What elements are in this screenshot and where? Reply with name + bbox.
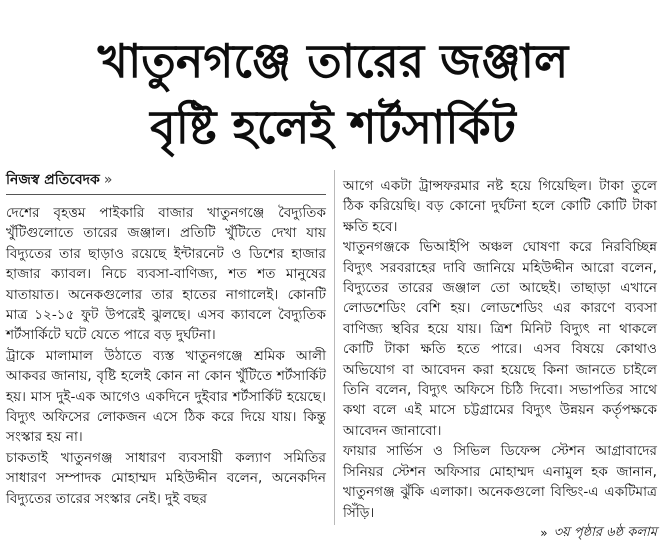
column-divider	[334, 170, 335, 525]
paragraph: দেশের বৃহত্তম পাইকারি বাজার খাতুনগঞ্জে বৈদ্যুতিক খুঁটিগুলোতে তারের জঞ্জাল। প্রতিটি খুঁটিতে দেখা যায় বিদ্যুতের তার ছাড়াও রয়েছে ইন্টারনেট ও ডিশের হাজার হাজার ক্যাবল। নিচে ব্যবসা-বাণিজ্য, শত শত মানুষের যাতায়াত। অনেকগুলোর তার হাতের নাগালেই। কোনটি মাত্র ১২-১৫ ফুট উপরেই ঝুলছে। এসব ক্যাবলে বৈদ্যুতিক শর্টসার্কিটে ঘটে যেতে পারে বড় দুর্ঘটনা।	[6, 205, 326, 344]
byline-author: নিজস্ব প্রতিবেদক	[6, 172, 100, 188]
paragraph: চাকতাই খাতুনগঞ্জ সাধারণ ব্যবসায়ী কল্যাণ সমিতির সাধারণ সম্পাদক মোহাম্মদ মহিউদ্দীন বলেন, অনেকদিন বিদ্যুতের তারের সংস্কার নেই। দুই বছর	[6, 449, 326, 507]
paragraph: খাতুনগঞ্জকে ভিআইপি অঞ্চল ঘোষণা করে নিরবিচ্ছিন্ন বিদ্যুৎ সরবরাহের দাবি জানিয়ে মহিউদ্দীন আরো বলেন, বিদ্যুতের তারের জঞ্জাল তো আছেই। তাছাড়া এখানে লোডশেডিং বেশি হয়। লোডশেডিং এর কারণে ব্যবসা বাণিজ্য স্থবির হয়ে যায়। ত্রিশ মিনিট বিদ্যুৎ না থাকলে কোটি টাকা ক্ষতি হতে পারে। এসব বিষয়ে কোথাও অভিযোগ বা আবেদন করা হয়েছে কিনা জানতে চাইলে তিনি বলেন, বিদ্যুৎ অফিসে চিঠি দিবো। সভাপতির সাথে কথা বলে এই মাসে চট্টগ্রামের বিদ্যুৎ উন্নয়ন কর্তৃপক্ষকে আবেদন জানাবো।	[343, 239, 657, 439]
byline-marker: »	[103, 172, 113, 188]
continuation-marker: »	[540, 525, 548, 540]
article-column-left	[6, 170, 326, 509]
headline	[0, 28, 666, 160]
paragraph: আগে একটা ট্রান্সফরমার নষ্ট হয়ে গিয়েছিল। টাকা তুলে ঠিক করিয়েছি। বড় কোনো দুর্ঘটনা হলে কোটি কোটি টাকা ক্ষতি হবে।	[343, 178, 657, 235]
headline-line-2: বৃষ্টি হলেই শর্টসার্কিট	[150, 100, 516, 154]
continuation-text: ৩য় পৃষ্ঠার ৬ষ্ঠ কলাম	[553, 524, 657, 540]
byline	[6, 170, 326, 190]
article-column-right	[343, 176, 657, 543]
paragraph: ফায়ার সার্ভিস ও সিভিল ডিফেন্স স্টেশন আগ্রাবাদের সিনিয়র স্টেশন অফিসার মোহাম্মদ এনামুল হক জানান, খাতুনগঞ্জ ঝুঁকি এলাকা। অনেকগুলো বিল্ডিং-এ একটিমাত্র সিঁড়ি।	[343, 443, 657, 521]
paragraph: ট্রাকে মালামাল উঠাতে ব্যস্ত খাতুনগঞ্জে শ্রমিক আলী আকবর জানায়, বৃষ্টি হলেই কোন না কোন খুঁটিতে শর্টসার্কিট হয়। মাস দুই-এক আগেও একদিনে দুইবার শর্টসার্কিট হয়েছে। বিদ্যুৎ অফিসের লোকজন এসে ঠিক করে দিয়ে যায়। কিন্তু সংস্কার হয় না।	[6, 347, 326, 446]
byline-divider	[6, 194, 326, 195]
headline-line-1: খাতুনগঞ্জে তারের জঞ্জাল	[97, 34, 569, 88]
continuation-note	[343, 523, 657, 543]
